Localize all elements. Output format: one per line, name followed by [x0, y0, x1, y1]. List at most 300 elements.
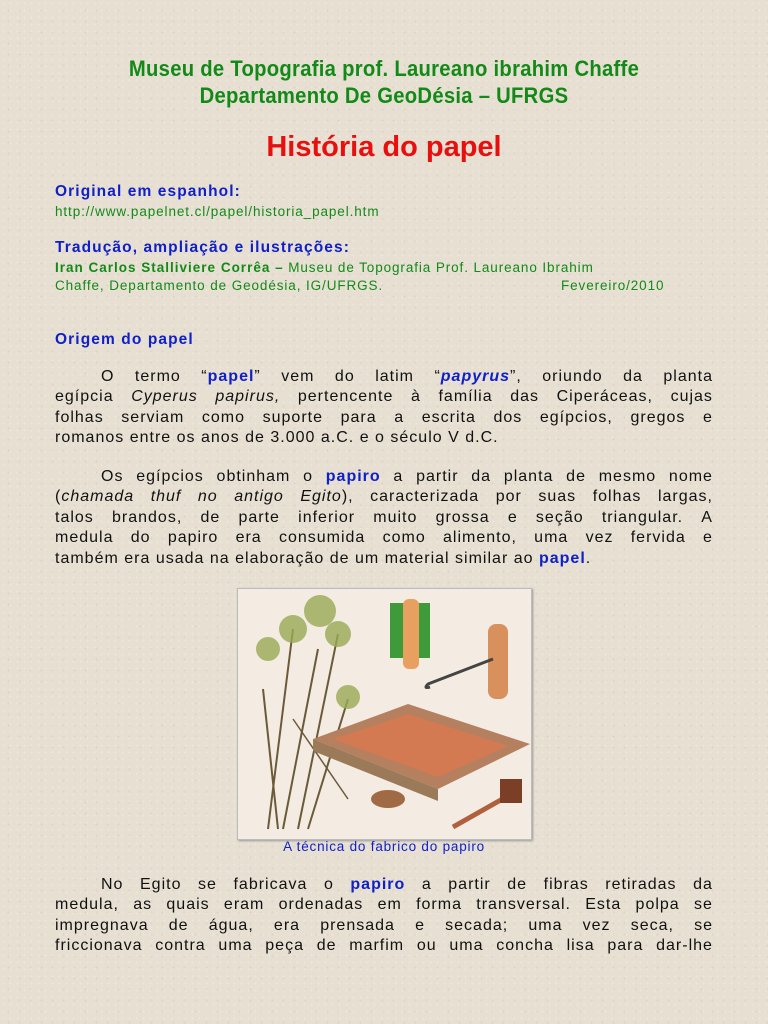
- word: [593, 488, 642, 506]
- word: [390, 429, 448, 447]
- word: [298, 509, 355, 527]
- word: [101, 468, 123, 486]
- text-run: egípcia: [55, 388, 114, 405]
- text-run: similar: [455, 550, 509, 567]
- text-run: escrita: [421, 409, 476, 426]
- text-run: era: [235, 529, 262, 546]
- text-run: folhas: [592, 488, 642, 505]
- word: [416, 468, 458, 486]
- word: [465, 429, 498, 447]
- text-run: cujas: [670, 388, 713, 405]
- word: [303, 468, 313, 486]
- word: [238, 509, 279, 527]
- text-run: da: [623, 368, 643, 385]
- emphasis-text: chamada: [61, 488, 135, 505]
- word: [378, 896, 402, 914]
- text-run: No: [101, 876, 124, 893]
- text-run: (: [55, 488, 62, 505]
- word: [471, 468, 491, 486]
- text-run: de: [329, 550, 350, 567]
- word: [330, 550, 355, 568]
- text-run: fabricava: [233, 876, 308, 893]
- text-run: se: [694, 917, 713, 934]
- text-run: família: [438, 388, 493, 405]
- paragraph-1-line: [55, 388, 713, 406]
- word: [198, 876, 217, 894]
- word: [370, 488, 479, 506]
- text-run: planta: [663, 368, 713, 385]
- text-run: suporte: [262, 409, 323, 426]
- text-run: da: [693, 876, 713, 893]
- word: [201, 429, 245, 447]
- word: [514, 550, 539, 568]
- text-run: talos: [55, 509, 94, 526]
- text-run: de: [566, 468, 586, 485]
- word: [101, 876, 123, 894]
- word: [135, 368, 181, 386]
- text-run: século: [390, 429, 443, 446]
- word: [701, 509, 713, 527]
- text-run: Ciperáceas,: [556, 388, 653, 405]
- word: [224, 896, 264, 914]
- text-run: para: [340, 409, 377, 426]
- text-run: Esta: [585, 896, 622, 913]
- text-run: “: [201, 368, 208, 385]
- text-run: quais: [166, 896, 210, 913]
- word: [658, 488, 713, 506]
- text-run: um: [355, 550, 380, 567]
- text-run: A: [701, 509, 713, 526]
- word: [539, 550, 591, 568]
- word: [335, 368, 355, 386]
- emphasis-text: Cyperus: [131, 388, 198, 405]
- press-board-icon: [313, 704, 530, 801]
- word: [538, 488, 576, 506]
- text-run: da: [471, 468, 492, 485]
- text-run: ”,: [510, 368, 522, 385]
- word: [349, 937, 404, 955]
- text-run: obtinham: [216, 468, 291, 485]
- text-run: parte: [238, 509, 280, 526]
- text-run: uma: [534, 529, 569, 546]
- word: [177, 429, 201, 447]
- word: [245, 429, 270, 447]
- text-run: impregnava: [55, 917, 149, 934]
- text-run: largas,: [657, 488, 713, 505]
- word: [455, 550, 514, 568]
- word: [496, 937, 554, 955]
- word: [694, 896, 713, 914]
- text-run: de: [316, 937, 337, 954]
- word: [493, 409, 522, 427]
- text-run: fibras: [543, 876, 589, 893]
- text-run: ”: [254, 368, 261, 385]
- word: [434, 368, 521, 386]
- figure-caption: A técnica do fabrico do papiro: [283, 839, 485, 854]
- word: [55, 388, 114, 406]
- text-run: peça: [265, 937, 304, 954]
- affiliation-line1: Museu de Topografia Prof. Laureano Ibrahim: [283, 260, 594, 275]
- word: [630, 409, 685, 427]
- text-run: fervida: [630, 529, 686, 546]
- text-run: brandos,: [112, 509, 183, 526]
- word: [55, 409, 104, 427]
- word: [393, 468, 403, 486]
- text-run: elaboração: [235, 550, 325, 567]
- text-run: triangular.: [601, 509, 684, 526]
- text-run: uma: [449, 937, 484, 954]
- word: [416, 896, 462, 914]
- emphasis-text: papel: [538, 550, 586, 567]
- text-run: de: [507, 876, 528, 893]
- text-run: “: [434, 368, 441, 385]
- word: [156, 550, 210, 568]
- word: [131, 388, 198, 406]
- word: [586, 529, 614, 547]
- text-run: romanos: [55, 429, 125, 446]
- word: [671, 388, 713, 406]
- text-run: de: [200, 509, 221, 526]
- text-run: ordenadas: [278, 896, 364, 913]
- word: [151, 488, 182, 506]
- word: [155, 937, 205, 955]
- word: [265, 937, 304, 955]
- word: [55, 550, 124, 568]
- papyrus-illustration: [237, 588, 532, 840]
- word: [317, 937, 337, 955]
- text-run: polpa: [635, 896, 680, 913]
- word: [663, 368, 713, 386]
- word: [566, 468, 586, 486]
- text-run: gregos: [630, 409, 686, 426]
- text-run: dar-lhe: [656, 937, 713, 954]
- word: [540, 409, 613, 427]
- word: [55, 509, 94, 527]
- text-run: grossa: [435, 509, 490, 526]
- word: [544, 876, 589, 894]
- text-run: por: [495, 488, 522, 505]
- emphasis-text: no: [197, 488, 218, 505]
- text-run: 3.000: [270, 429, 316, 446]
- word: [510, 388, 539, 406]
- word: [438, 388, 492, 406]
- word: [583, 917, 611, 935]
- word: [263, 409, 323, 427]
- text-run: água,: [208, 917, 254, 934]
- affiliation-line2: Chaffe, Departamento de Geodésia, IG/UFRGS.: [55, 278, 384, 293]
- word: [55, 896, 119, 914]
- text-run: planta: [503, 468, 554, 485]
- word: [124, 550, 156, 568]
- text-run: suas: [538, 488, 577, 505]
- text-run: usada: [155, 550, 205, 567]
- word: [202, 409, 245, 427]
- word: [236, 529, 262, 547]
- text-run: como: [382, 529, 426, 546]
- word: [422, 876, 432, 894]
- word: [168, 529, 218, 547]
- text-run: do: [130, 529, 151, 546]
- text-run: como: [201, 409, 246, 426]
- word: [234, 488, 284, 506]
- word: [217, 468, 291, 486]
- text-run: d.C.: [465, 429, 499, 446]
- source-url[interactable]: http://www.papelnet.cl/papel/historia_papel.htm: [55, 204, 380, 219]
- word: [703, 409, 713, 427]
- word: [631, 529, 686, 547]
- word: [55, 917, 149, 935]
- text-run: vem: [281, 368, 315, 385]
- word: [350, 876, 405, 894]
- paragraph-2-line: [55, 529, 713, 547]
- mallet-icon: [453, 779, 522, 827]
- text-run: Os: [101, 468, 124, 485]
- paragraph-1-line: [101, 368, 713, 386]
- word: [341, 409, 377, 427]
- author-name: Iran Carlos Stalliviere Corrêa –: [55, 260, 284, 275]
- word: [599, 468, 656, 486]
- word: [233, 876, 307, 894]
- text-run: partir: [448, 876, 491, 893]
- word: [449, 937, 483, 955]
- word: [279, 529, 365, 547]
- text-run: na: [209, 550, 230, 567]
- paragraph-2-line: [55, 550, 713, 568]
- word: [417, 937, 437, 955]
- word: [585, 896, 621, 914]
- word: [140, 876, 181, 894]
- text-run: entre: [129, 429, 172, 446]
- text-run: termo: [134, 368, 181, 385]
- word: [415, 917, 425, 935]
- text-run: e: [359, 429, 370, 446]
- word: [55, 529, 113, 547]
- word: [542, 368, 602, 386]
- text-run: também: [55, 550, 119, 567]
- word: [508, 509, 518, 527]
- text-run: nome: [668, 468, 713, 485]
- text-run: o: [303, 468, 314, 485]
- text-run: consumida: [278, 529, 366, 546]
- text-run: medula: [55, 529, 114, 546]
- text-run: a: [393, 468, 404, 485]
- emphasis-text: papiro: [350, 876, 406, 893]
- emphasis-text: papirus,: [215, 388, 281, 405]
- paragraph-1-line: [55, 409, 713, 427]
- text-run: transversal.: [476, 896, 571, 913]
- word: [136, 468, 204, 486]
- date: Fevereiro/2010: [561, 278, 665, 293]
- text-run: e: [702, 409, 713, 426]
- word: [326, 468, 381, 486]
- text-run: era: [273, 917, 301, 934]
- text-run: a: [394, 409, 405, 426]
- word: [607, 937, 643, 955]
- emphasis-text: papel: [207, 368, 255, 385]
- text-run: friccionava: [55, 937, 143, 954]
- text-run: marfim: [349, 937, 405, 954]
- word: [445, 917, 508, 935]
- word: [198, 488, 218, 506]
- paragraph-2-line: [101, 468, 713, 486]
- word: [436, 509, 490, 527]
- word: [133, 896, 152, 914]
- word: [355, 550, 385, 568]
- text-run: eram: [223, 896, 265, 913]
- text-run: forma: [416, 896, 462, 913]
- text-run: do: [334, 368, 355, 385]
- text-run: vez: [582, 917, 611, 934]
- word: [270, 429, 321, 447]
- word: [504, 468, 554, 486]
- text-run: ),: [341, 488, 354, 505]
- word: [215, 388, 280, 406]
- text-run: das: [510, 388, 539, 405]
- text-run: latim: [375, 368, 414, 385]
- text-run: de: [245, 429, 265, 446]
- word: [375, 429, 390, 447]
- stone-icon: [371, 790, 405, 808]
- word: [375, 368, 414, 386]
- text-run: mesmo: [598, 468, 657, 485]
- word: [448, 876, 490, 894]
- text-run: em: [377, 896, 402, 913]
- text-run: o: [323, 876, 334, 893]
- stalk-cross-section-icon: [390, 599, 430, 669]
- word: [422, 409, 476, 427]
- word: [605, 876, 676, 894]
- word: [209, 917, 254, 935]
- word: [55, 429, 130, 447]
- emphasis-text: papyrus: [440, 368, 511, 385]
- text-run: se: [693, 896, 713, 913]
- text-run: lisa: [566, 937, 595, 954]
- word: [528, 917, 562, 935]
- text-run: uma: [528, 917, 563, 934]
- text-run: oriundo: [542, 368, 603, 385]
- text-run: concha: [496, 937, 554, 954]
- text-run: era: [124, 550, 151, 567]
- word: [298, 388, 394, 406]
- section-heading: Origem do papel: [55, 331, 194, 348]
- word: [383, 529, 426, 547]
- text-run: a.C.: [320, 429, 355, 446]
- text-run: secada;: [445, 917, 509, 934]
- word: [631, 917, 674, 935]
- word: [385, 550, 455, 568]
- text-run: O: [101, 368, 115, 385]
- museum-name: Museu de Topografia prof. Laureano ibrahim Chaffe: [128, 56, 640, 81]
- text-run: folhas: [55, 409, 104, 426]
- text-run: ou: [416, 937, 437, 954]
- text-run: egípcios: [136, 468, 204, 485]
- word: [703, 529, 713, 547]
- word: [602, 509, 683, 527]
- knife-icon: [426, 624, 508, 699]
- text-run: Egito: [140, 876, 182, 893]
- word: [274, 917, 300, 935]
- word: [101, 368, 114, 386]
- word: [55, 488, 134, 506]
- page-title: História do papel: [266, 131, 502, 163]
- text-run: contra: [155, 937, 206, 954]
- text-run: partir: [416, 468, 459, 485]
- text-run: vez: [585, 529, 614, 546]
- text-run: para: [607, 937, 644, 954]
- word: [235, 550, 330, 568]
- word: [281, 368, 314, 386]
- word: [507, 876, 527, 894]
- word: [200, 509, 220, 527]
- text-run: prensada: [320, 917, 395, 934]
- word: [567, 937, 595, 955]
- original-heading: Original em espanhol:: [55, 183, 241, 200]
- paragraph-2-line: [55, 488, 713, 506]
- word: [166, 896, 209, 914]
- word: [496, 488, 522, 506]
- text-run: à: [410, 388, 421, 405]
- text-run: e: [703, 529, 713, 546]
- word: [320, 917, 395, 935]
- text-run: material: [384, 550, 450, 567]
- paragraph-3-line: [55, 937, 713, 955]
- word: [218, 937, 252, 955]
- text-run: caracterizada: [370, 488, 480, 505]
- word: [534, 529, 568, 547]
- word: [636, 896, 680, 914]
- text-run: dos: [493, 409, 523, 426]
- word: [656, 937, 713, 955]
- text-run: os: [176, 429, 196, 446]
- word: [448, 429, 465, 447]
- text-run: papiro: [167, 529, 219, 546]
- paragraph-2-line: [55, 509, 713, 527]
- text-run: de: [168, 917, 189, 934]
- paragraph-3-line: [55, 917, 713, 935]
- word: [476, 896, 571, 914]
- text-run: alimento,: [442, 529, 517, 546]
- text-run: retiradas: [605, 876, 677, 893]
- word: [443, 529, 517, 547]
- emphasis-text: papiro: [325, 468, 381, 485]
- text-run: as: [133, 896, 153, 913]
- emphasis-text: thuf: [150, 488, 182, 505]
- text-run: inferior: [298, 509, 356, 526]
- word: [360, 429, 375, 447]
- text-run: ao: [513, 550, 534, 567]
- word: [130, 429, 177, 447]
- paragraph-1-line: [55, 429, 713, 447]
- word: [324, 876, 334, 894]
- text-run: egípcios,: [539, 409, 613, 426]
- paragraph-3-line: [101, 876, 713, 894]
- word: [623, 368, 643, 386]
- text-run: seca,: [630, 917, 674, 934]
- word: [373, 509, 417, 527]
- text-run: pertencente: [297, 388, 394, 405]
- text-run: muito: [373, 509, 418, 526]
- word: [394, 409, 404, 427]
- translation-credit: [55, 260, 594, 275]
- word: [279, 896, 364, 914]
- word: [669, 468, 713, 486]
- word: [112, 509, 182, 527]
- word: [321, 429, 360, 447]
- text-run: se: [198, 876, 217, 893]
- word: [536, 509, 584, 527]
- word: [694, 917, 713, 935]
- text-run: seção: [535, 509, 584, 526]
